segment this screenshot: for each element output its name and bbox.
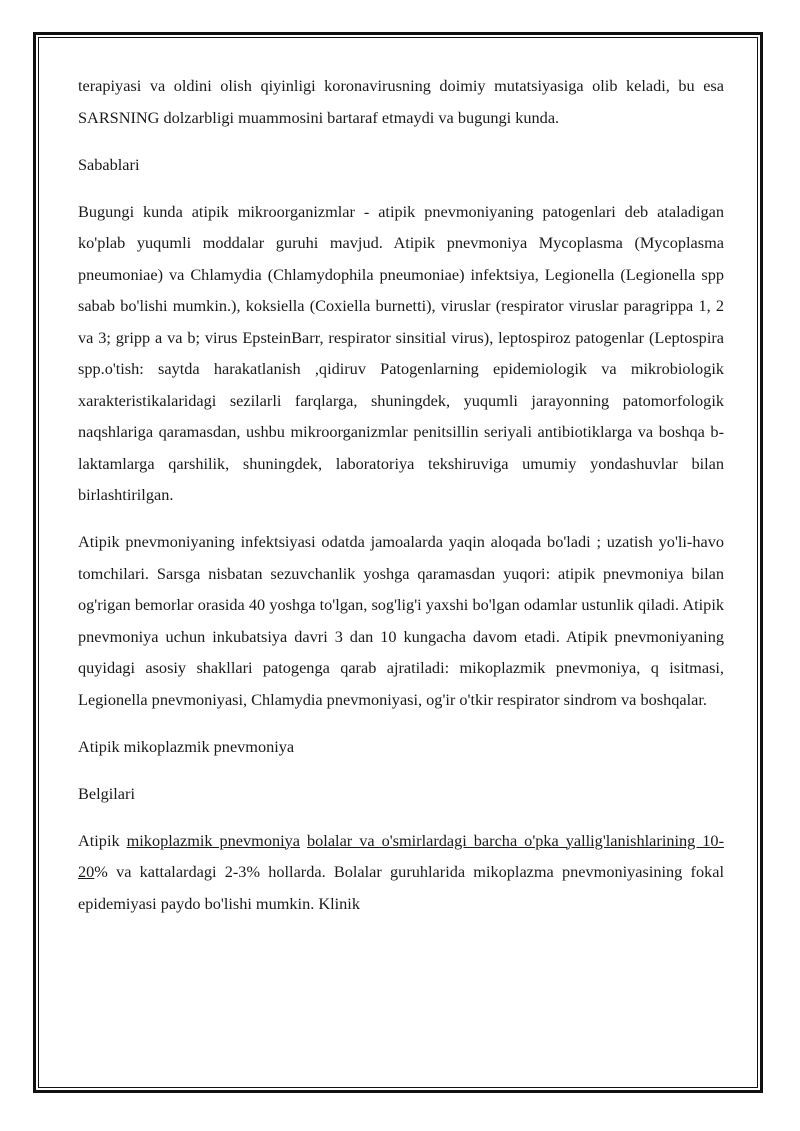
heading-sabablari: Sabablari — [78, 154, 140, 174]
link-mikoplazmik-pnevmoniya[interactable]: mikoplazmik pnevmoniya — [126, 830, 301, 850]
paragraph-symptoms — [78, 825, 724, 920]
symptoms-text-start: Atipik — [78, 830, 127, 850]
symptoms-text-end: % va kattalardagi 2-3% hollarda. Bolalar guruhlarida mikoplazma pnevmoniyasining fokal epidemiyasi paydo bo'lishi mumkin. Klinik — [78, 862, 724, 913]
paragraph-causes: Bugungi kunda atipik mikroorganizmlar - atipik pnevmoniyaning patogenlari deb ataladigan ko'plab yuqumli moddalar guruhi mavjud. Atipik pnevmoniya Mycoplasma (Mycoplasma pneumoniae) va Chlamydia (Chlamydophila pneumoniae) infektsiya, Legionella (Legionella spp sabab bo'lishi mumkin.), koksiella (Coxiella burnetti), viruslar (respirator viruslar paragrippa 1, 2 va 3; gripp a va b; virus EpsteinBarr, respirator sinsitial virus), leptospiroz patogenlar (Leptospira spp.o'tish: saytda harakatlanish ,qidiruv Patogenlarning epidemiologik va mikrobiologik xarakteristikalaridagi sezilarli farqlarga, shuningdek, yuqumli jarayonning patomorfologik naqshlariga qaramasdan, ushbu mikroorganizmlar penitsillin seriyali antibiotiklarga va boshqa b-laktamlarga qarshilik, shuningdek, laboratoriya tekshiruviga umumiy yondashuvlar bilan birlashtirilgan. — [78, 201, 724, 504]
paragraph-infection: Atipik pnevmoniyaning infektsiyasi odatda jamoalarda yaqin aloqada bo'ladi ; uzatish yo'li-havo tomchilari. Sarsga nisbatan sezuvchanlik yoshga qaramasdan yuqori: atipik pnevmoniya bilan og'rigan bemorlar orasida 40 yoshga to'lgan, sog'lig'i yaxshi bo'lgan odamlar ustunlik qiladi. Atipik pnevmoniya uchun inkubatsiya davri 3 dan 10 kungacha davom etadi. Atipik pnevmoniyaning quyidagi asosiy shakllari patogenga qarab ajratiladi: mikoplazmik pnevmoniya, q isitmasi, Legionella pnevmoniyasi, Chlamydia pnevmoniyasi, og'ir o'tkir respirator sindrom va boshqalar. — [78, 532, 724, 709]
heading-atipik-mikoplazmik: Atipik mikoplazmik pnevmoniya — [78, 736, 295, 756]
heading-belgilari: Belgilari — [78, 783, 135, 803]
link-bolalar-statistics[interactable]: bolalar va o'smirlardagi barcha o'pka yallig'lanishlarining 10-20 — [78, 830, 724, 881]
symptoms-space — [300, 831, 307, 850]
document-body — [78, 70, 724, 935]
paragraph-intro: terapiyasi va oldini olish qiyinligi koronavirusning doimiy mutatsiyasiga olib keladi, bu esa SARSNING dolzarbligi muammosini bartaraf etmaydi va bugungi kunda. — [78, 76, 724, 127]
